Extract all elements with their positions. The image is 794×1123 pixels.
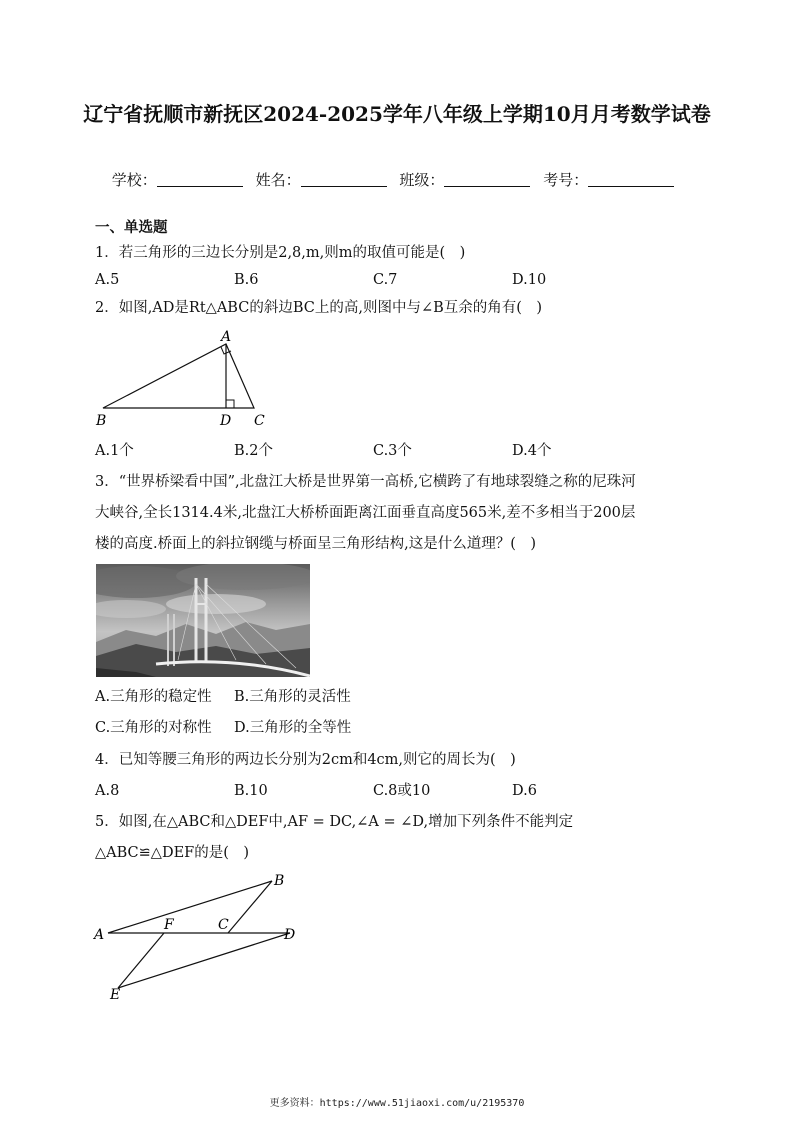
q2-option-c[interactable]: C.3个 bbox=[373, 443, 412, 459]
bridge-photo bbox=[96, 564, 310, 677]
q1-option-d[interactable]: D.10 bbox=[512, 272, 547, 288]
q4-option-c[interactable]: C.8或10 bbox=[373, 783, 431, 799]
fig2-label-d: D bbox=[220, 413, 232, 429]
fig5-label-d: D bbox=[284, 927, 296, 943]
school-blank[interactable] bbox=[157, 172, 243, 187]
q2-option-a[interactable]: A.1个 bbox=[95, 443, 134, 459]
fig5-label-e: E bbox=[110, 987, 121, 1003]
triangles-abc-def-figure bbox=[90, 868, 310, 1008]
question-5-line-1: 5．如图,在△ABC和△DEF中,AF = DC,∠A = ∠D,增加下列条件不能判定 bbox=[95, 814, 574, 830]
question-3-line-2: 大峡谷,全长1314.4米,北盘江大桥桥面距离江面垂直高度565米,差不多相当于200层 bbox=[95, 505, 636, 521]
q4-option-b[interactable]: B.10 bbox=[234, 783, 268, 799]
fig2-label-c: C bbox=[254, 413, 265, 429]
school-label: 学校： bbox=[111, 171, 157, 189]
q1-option-c[interactable]: C.7 bbox=[373, 272, 398, 288]
number-blank[interactable] bbox=[588, 172, 674, 187]
q3-option-a[interactable]: A.三角形的稳定性 bbox=[95, 689, 212, 705]
q4-option-d[interactable]: D.6 bbox=[512, 783, 537, 799]
q3-option-c[interactable]: C.三角形的对称性 bbox=[95, 720, 212, 736]
student-info-line bbox=[0, 170, 794, 190]
q1-option-a[interactable]: A.5 bbox=[95, 272, 120, 288]
q2-option-d[interactable]: D.4个 bbox=[512, 443, 552, 459]
class-label: 班级： bbox=[399, 171, 445, 189]
number-label: 考号： bbox=[543, 171, 589, 189]
name-label: 姓名： bbox=[255, 171, 301, 189]
q3-option-d[interactable]: D.三角形的全等性 bbox=[234, 720, 352, 736]
q1-option-b[interactable]: B.6 bbox=[234, 272, 259, 288]
fig5-label-f: F bbox=[164, 917, 174, 933]
section-heading: 一、单选题 bbox=[95, 220, 168, 236]
fig5-label-c: C bbox=[218, 917, 229, 933]
page-title: 辽宁省抚顺市新抚区2024-2025学年八年级上学期10月月考数学试卷 bbox=[83, 102, 711, 126]
class-blank[interactable] bbox=[444, 172, 530, 187]
fig2-label-b: B bbox=[96, 413, 107, 429]
fig5-label-a: A bbox=[94, 927, 105, 943]
question-3-line-3: 楼的高度.桥面上的斜拉钢缆与桥面呈三角形结构,这是什么道理？( ) bbox=[95, 536, 537, 552]
question-4-stem: 4．已知等腰三角形的两边长分别为2cm和4cm,则它的周长为( ) bbox=[95, 752, 516, 768]
q2-option-b[interactable]: B.2个 bbox=[234, 443, 273, 459]
q3-option-b[interactable]: B.三角形的灵活性 bbox=[234, 689, 351, 705]
fig2-label-a: A bbox=[221, 329, 232, 345]
triangle-abc-figure bbox=[90, 326, 280, 436]
question-5-line-2: △ABC≌△DEF的是( ) bbox=[95, 845, 250, 861]
fig5-label-b: B bbox=[274, 873, 285, 889]
question-1-stem: 1．若三角形的三边长分别是2,8,m,则m的取值可能是( ) bbox=[95, 245, 466, 261]
name-blank[interactable] bbox=[301, 172, 387, 187]
q4-option-a[interactable]: A.8 bbox=[95, 783, 120, 799]
question-3-line-1: 3．“世界桥梁看中国”,北盘江大桥是世界第一高桥,它横跨了有地球裂缝之称的尼珠河 bbox=[95, 474, 636, 490]
footer-link[interactable]: 更多资料：https://www.51jiaoxi.com/u/2195370 bbox=[269, 1098, 525, 1109]
question-2-stem: 2．如图,AD是Rt△ABC的斜边BC上的高,则图中与∠B互余的角有( ) bbox=[95, 300, 543, 316]
